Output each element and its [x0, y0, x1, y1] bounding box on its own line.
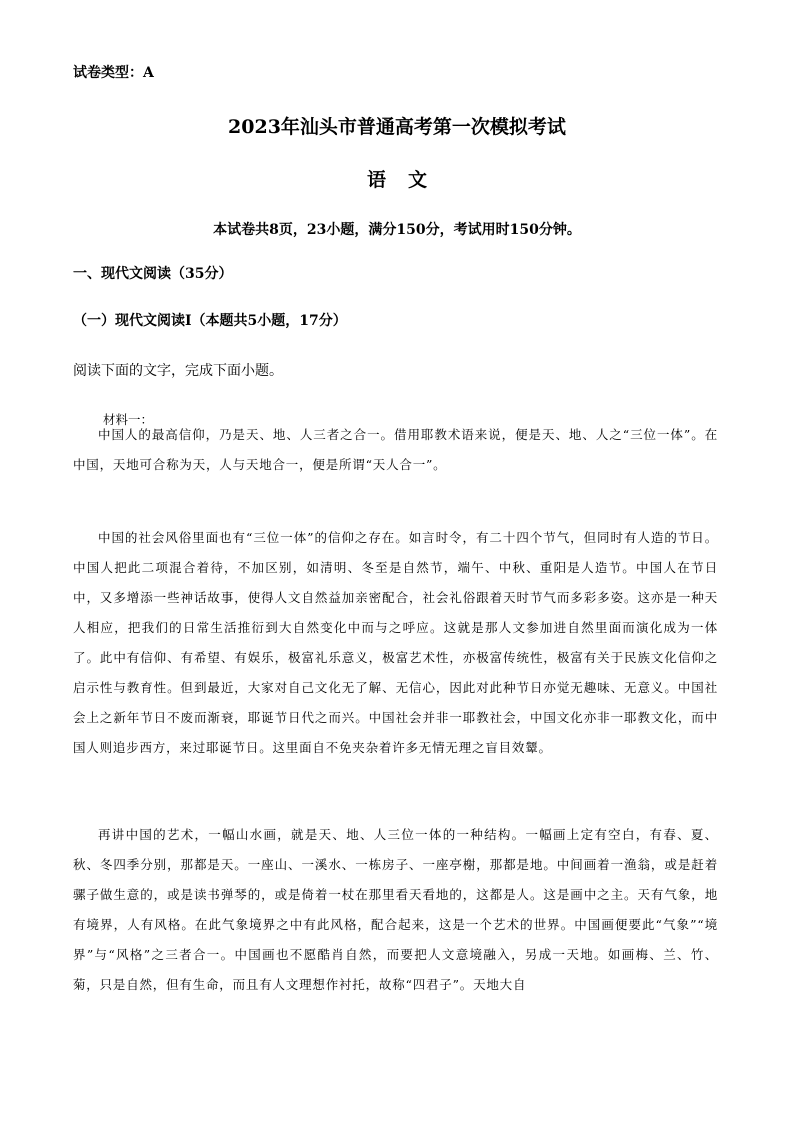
subsection-heading: （一）现代文阅读Ⅰ（本题共5小题，17分） — [73, 313, 347, 329]
paper-type-label: 试卷类型：A — [73, 65, 154, 81]
passage-paragraph-3: 再讲中国的艺术，一幅山水画，就是天、地、人三位一体的一种结构。一幅画上定有空白，有春、夏、秋、冬四季分别，那都是天。一座山、一溪水、一栋房子、一座亭榭，那都是地。中间画着一渔翁，或是赶着骡子做生意的，或是读书弹琴的，或是倚着一杖在那里看天看地的，这都是人。这是画中之主。天有气象，地有境界，人有风格。在此气象境界之中有此风格，配合起来，这是一个艺术的世界。中国画便要此“气象”“境界”与“风格”之三者合一。中国画也不愿酷肖自然，而要把人文意境融入，另成一天地。如画梅、兰、竹、菊，只是自然，但有生命，而且有人文理想作衬托，故称“四君子”。天地大自 — [73, 827, 718, 992]
reading-instruction: 阅读下面的文字，完成下面小题。 — [73, 363, 283, 379]
section-heading: 一、现代文阅读（35分） — [73, 266, 233, 282]
exam-info: 本试卷共8页，23小题，满分150分，考试用时150分钟。 — [213, 222, 581, 238]
material-label: 材料一： — [103, 412, 154, 427]
passage-paragraph-1: 中国人的最高信仰，乃是天、地、人三者之合一。借用耶教术语来说，便是天、地、人之“三位一体”。在中国，天地可合称为天，人与天地合一，便是所谓“天人合一”。 — [73, 427, 718, 472]
passage-paragraph-2: 中国的社会风俗里面也有“三位一体”的信仰之存在。如言时令，有二十四个节气，但同时有人造的节日。中国人把此二项混合着待，不加区别，如清明、冬至是自然节，端午、中秋、重阳是人造节。中国人在节日中，又多增添一些神话故事，使得人文自然益加亲密配合，社会礼俗跟着天时节气而多彩多姿。这亦是一种天人相应，把我们的日常生活推衍到大自然变化中而与之呼应。这就是那人文参加进自然里面而演化成为一体了。此中有信仰、有希望、有娱乐，极富礼乐意义，极富艺术性，亦极富传统性，极富有关于民族文化信仰之启示性与教育性。但到最近，大家对自己文化无了解、无信心，因此对此种节日亦觉无趣味、无意义。中国社会上之新年节日不废而渐衰，耶诞节日代之而兴。中国社会并非一耶教社会，中国文化亦非一耶教文化，而中国人则追步西方，来过耶诞节日。这里面自不免夹杂着许多无情无理之盲目效颦。 — [73, 530, 718, 755]
exam-title: 2023年汕头市普通高考第一次模拟考试 — [228, 116, 566, 138]
subject-title: 语文 — [366, 169, 449, 191]
